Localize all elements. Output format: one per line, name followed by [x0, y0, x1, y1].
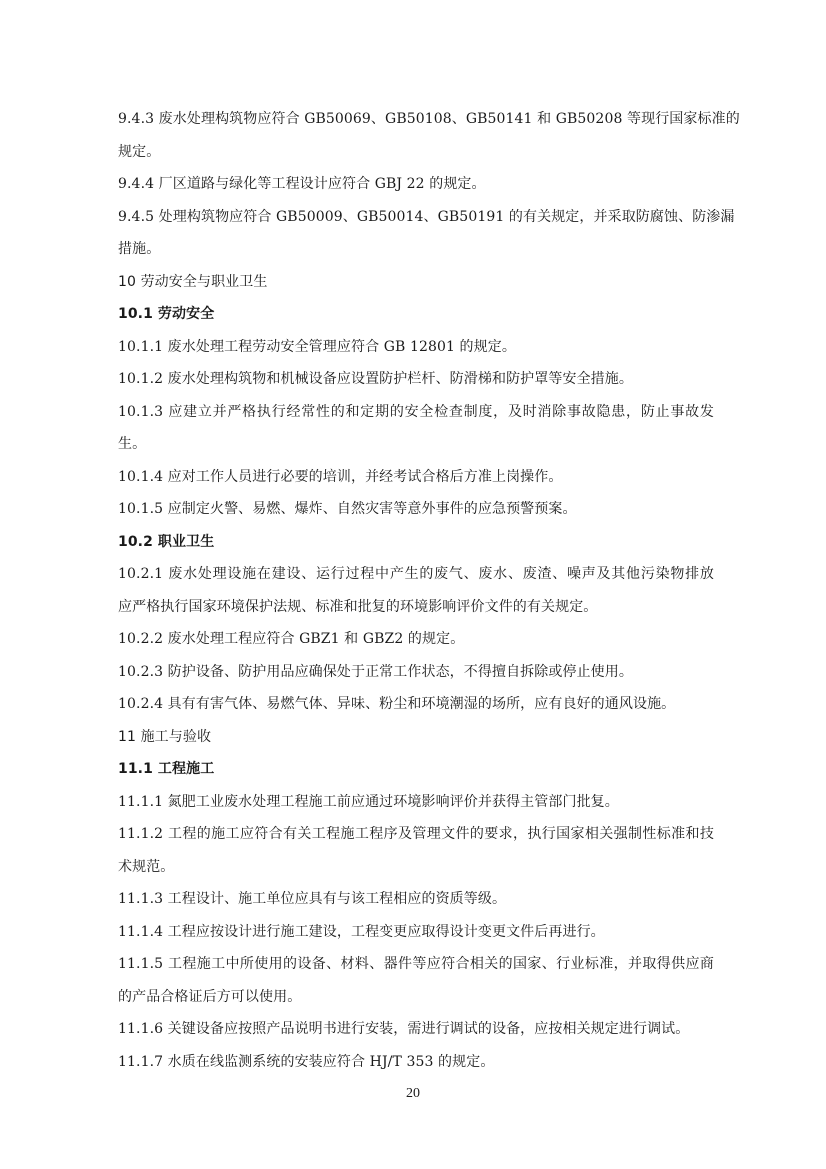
clause-10-2-1: 10.2.1 废水处理设施在建设、运行过程中产生的废气、废水、废渣、噪声及其他污染物排放	[118, 566, 714, 582]
clause-11-1-7: 11.1.7 水质在线监测系统的安装应符合 HJ/T 353 的规定。	[118, 1053, 495, 1070]
clause-9-4-5: 9.4.5 处理构筑物应符合 GB50009、GB50014、GB50191 的有关规定，并采取防腐蚀、防渗漏	[118, 208, 735, 225]
section-11-heading: 11 施工与验收	[118, 728, 212, 745]
clause-9-4-3-cont: 规定。	[118, 143, 161, 160]
section-10-1-heading: 10.1 劳动安全	[118, 306, 215, 322]
clause-10-1-3-cont: 生。	[118, 436, 147, 452]
clause-9-4-5-cont: 措施。	[118, 241, 161, 257]
section-11-1-heading: 11.1 工程施工	[118, 761, 215, 777]
section-10-heading: 10 劳动安全与职业卫生	[118, 273, 268, 290]
clause-11-1-2-cont: 术规范。	[118, 858, 175, 875]
document-body	[118, 103, 740, 1078]
clause-10-2-1-cont: 应严格执行国家环境保护法规、标准和批复的环境影响评价文件的有关规定。	[118, 598, 598, 615]
clause-10-1-3: 10.1.3 应建立并严格执行经常性的和定期的安全检查制度，及时消除事故隐患，防止事故发	[118, 403, 714, 420]
clause-10-2-4: 10.2.4 具有有害气体、易燃气体、异味、粉尘和环境潮湿的场所，应有良好的通风设施。	[118, 696, 676, 712]
clause-11-1-1: 11.1.1 氮肥工业废水处理工程施工前应通过环境影响评价并获得主管部门批复。	[118, 793, 619, 810]
clause-9-4-4: 9.4.4 厂区道路与绿化等工程设计应符合 GBJ 22 的规定。	[118, 176, 486, 192]
clause-11-1-2: 11.1.2 工程的施工应符合有关工程施工程序及管理文件的要求，执行国家相关强制性标准和技	[118, 826, 714, 842]
clause-11-1-4: 11.1.4 工程应按设计进行施工建设，工程变更应取得设计变更文件后再进行。	[118, 923, 605, 940]
clause-9-4-3: 9.4.3 废水处理构筑物应符合 GB50069、GB50108、GB50141 和 GB50208 等现行国家标准的	[118, 111, 740, 127]
clause-10-1-2: 10.1.2 废水处理构筑物和机械设备应设置防护栏杆、防滑梯和防护罩等安全措施。	[118, 371, 633, 387]
section-10-2-heading: 10.2 职业卫生	[118, 533, 215, 550]
clause-11-1-5-cont: 的产品合格证后方可以使用。	[118, 988, 302, 1005]
clause-10-1-5: 10.1.5 应制定火警、易燃、爆炸、自然灾害等意外事件的应急预警预案。	[118, 501, 577, 517]
clause-11-1-6: 11.1.6 关键设备应按照产品说明书进行安装，需进行调试的设备，应按相关规定进行调试。	[118, 1021, 690, 1037]
clause-11-1-3: 11.1.3 工程设计、施工单位应具有与该工程相应的资质等级。	[118, 891, 507, 907]
clause-10-2-2: 10.2.2 废水处理工程应符合 GBZ1 和 GBZ2 的规定。	[118, 631, 465, 647]
clause-10-2-3: 10.2.3 防护设备、防护用品应确保处于正常工作状态，不得擅自拆除或停止使用。	[118, 663, 633, 680]
clause-10-1-1: 10.1.1 废水处理工程劳动安全管理应符合 GB 12801 的规定。	[118, 338, 516, 355]
clause-11-1-5: 11.1.5 工程施工中所使用的设备、材料、器件等应符合相关的国家、行业标准，并取得供应商	[118, 956, 714, 972]
clause-10-1-4: 10.1.4 应对工作人员进行必要的培训，并经考试合格后方准上岗操作。	[118, 468, 563, 485]
page-number: 20	[406, 1086, 420, 1101]
